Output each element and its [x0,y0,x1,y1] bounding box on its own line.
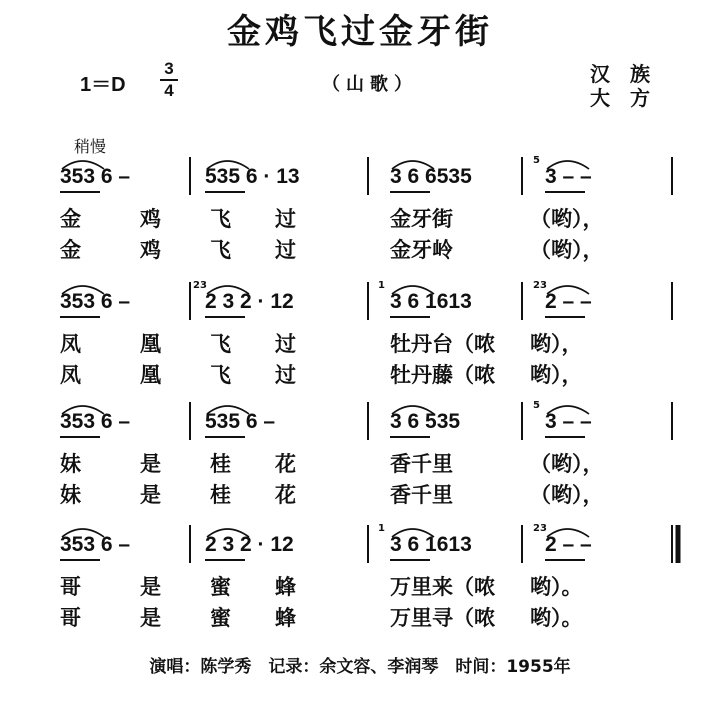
lyric-word: 蜜 [210,575,231,599]
tempo-marking: 稍慢 [74,137,107,156]
lyric-word: 妹 [60,452,81,476]
measure-notes: 535 6 – [205,410,276,433]
lyric-word: 鸡 [140,207,161,231]
lyric-word: 是 [140,575,161,599]
grace-note: 1 [378,523,385,534]
lyric-word: 桂 [210,483,231,507]
grace-note: 1 [378,280,385,291]
measure-notes: 3 6 1613 [390,533,472,556]
lyric-word: 妹 [60,483,81,507]
measure-notes: 353 6 – [60,533,131,556]
lyric-word: 花 [275,483,296,507]
lyric-word: 是 [140,452,161,476]
lyric-word: 花 [275,452,296,476]
time-signature [160,60,178,100]
lyric-word: 是 [140,483,161,507]
lyric-word: 飞 [210,363,231,387]
lyric-word: 过 [275,363,296,387]
lyric-word: 飞 [210,207,231,231]
grace-note: 23 [533,280,547,291]
lyric-word: （哟）， [530,238,604,262]
lyric-word: 香千里 [390,483,453,507]
measure-notes: 2 3 2 · 12 [205,533,294,556]
lyric-word: 哥 [60,575,81,599]
lyric-word: 哥 [60,606,81,630]
lyric-word: 哟）， [530,363,583,387]
lyric-word: 金牙街 [390,207,453,231]
time-sig-bottom: 4 [164,81,174,100]
lyric-word: 过 [275,332,296,356]
lyric-word: 飞 [210,238,231,262]
grace-note: 23 [533,523,547,534]
lyric-word: 鸡 [140,238,161,262]
lyric-word: 过 [275,238,296,262]
grace-note: 23 [193,280,207,291]
lyric-word: 哟）。 [530,606,583,630]
lyric-word: 万里来（哝 [390,575,495,599]
lyric-word: 蜂 [275,606,296,630]
measure-notes: 3 6 6535 [390,165,472,188]
measure-notes: 2 3 2 · 12 [205,290,294,313]
lyric-word: 哟）。 [530,575,583,599]
measure-notes: 3 6 535 [390,410,461,433]
lyric-word: 蜜 [210,606,231,630]
time-sig-top: 3 [164,59,174,78]
lyric-word: 凤 [60,332,81,356]
measure-notes: 535 6 · 13 [205,165,300,188]
lyric-word: 凰 [140,332,161,356]
lyric-word: 金 [60,207,81,231]
credits: 演唱：陈学秀 记录：余文容、李润琴 时间：1955年 [149,657,571,677]
grace-note: 5 [533,400,540,411]
measure-notes: 353 6 – [60,165,131,188]
measure-notes: 353 6 – [60,410,131,433]
source-label: 大方 [590,86,670,110]
key-signature: 1＝D [80,74,126,96]
lyric-word: 凰 [140,363,161,387]
grace-note: 5 [533,155,540,166]
lyric-word: 牡丹台（哝 [390,332,495,356]
measure-notes: 3 – – [545,165,592,188]
lyric-word: 桂 [210,452,231,476]
lyric-word: （哟）， [530,452,604,476]
lyric-word: 香千里 [390,452,453,476]
measure-notes: 2 – – [545,290,592,313]
lyric-word: （哟）， [530,207,604,231]
lyric-word: 飞 [210,332,231,356]
measure-notes: 3 6 1613 [390,290,472,313]
lyric-word: 凤 [60,363,81,387]
lyric-word: （哟）， [530,483,604,507]
lyric-word: 是 [140,606,161,630]
lyric-word: 牡丹藤（哝 [390,363,495,387]
lyric-word: 金 [60,238,81,262]
genre-label: （山歌） [322,74,418,95]
lyric-word: 过 [275,207,296,231]
measure-notes: 353 6 – [60,290,131,313]
lyric-word: 蜂 [275,575,296,599]
lyric-word: 哟）， [530,332,583,356]
measure-notes: 2 – – [545,533,592,556]
song-title: 金鸡飞过金牙街 [227,12,493,52]
measure-notes: 3 – – [545,410,592,433]
lyric-word: 万里寻（哝 [390,606,495,630]
origin-label: 汉族 [590,62,670,86]
lyric-word: 金牙岭 [390,238,453,262]
